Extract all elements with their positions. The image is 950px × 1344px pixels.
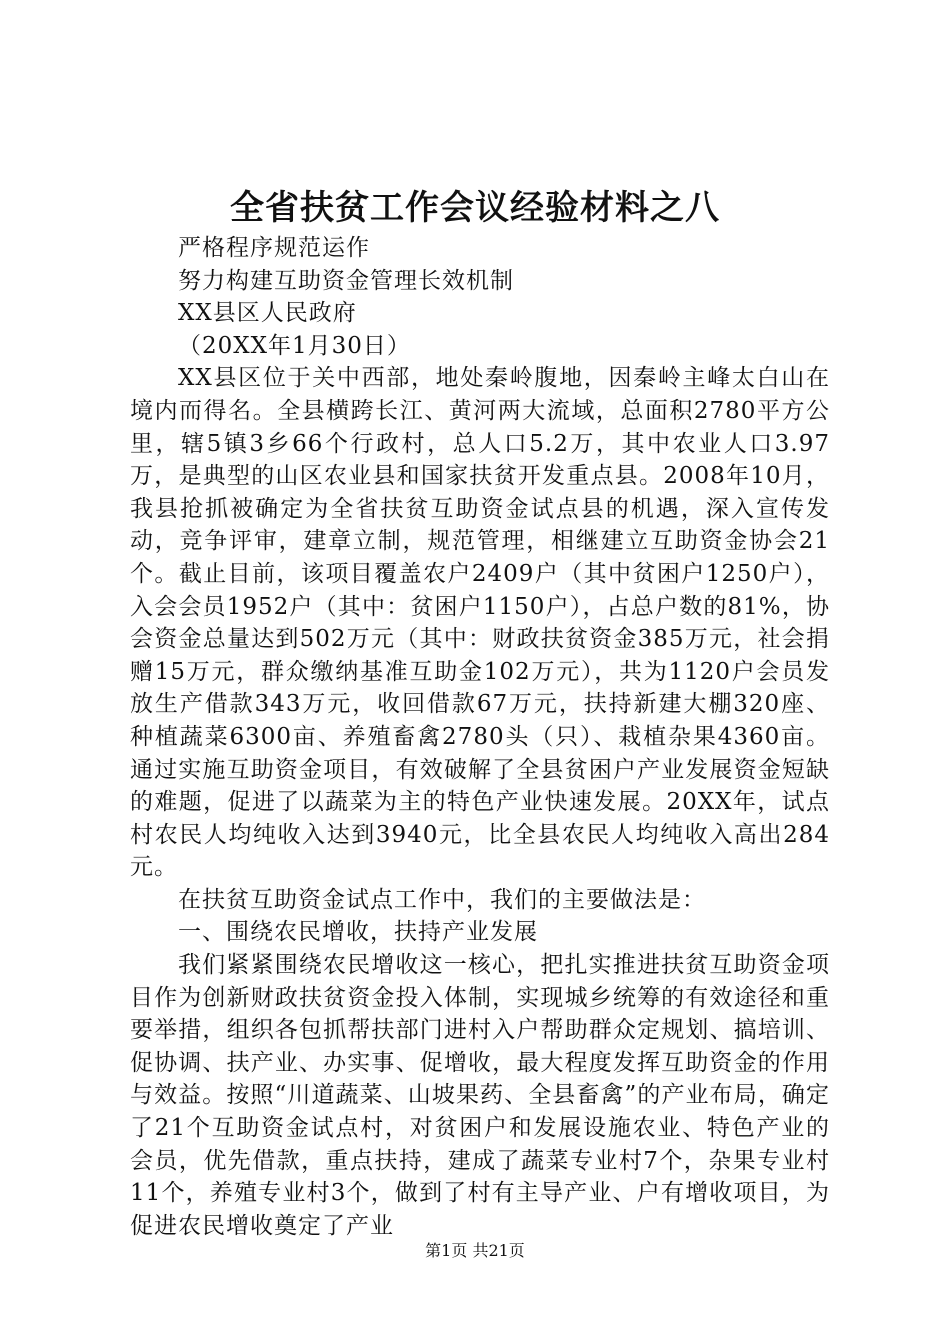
subtitle-1: 严格程序规范运作 [178, 235, 370, 261]
date-line: （20XX年1月30日） [178, 332, 411, 359]
subtitle-2: 努力构建互助资金管理长效机制 [178, 267, 514, 294]
document-body [130, 232, 830, 1242]
paragraph-2: 在扶贫互助资金试点工作中，我们的主要做法是： [178, 886, 706, 913]
document-title: 全省扶贫工作会议经验材料之八 [230, 188, 720, 228]
paragraph-3: 我们紧紧围绕农民增收这一核心，把扎实推进扶贫互助资金项目作为创新财政扶贫资金投入体制，实现城乡统筹的有效途径和重要举措，组织各包抓帮扶部门进村入户帮助群众定规划、搞培训、促协调、扶产业、办实事、促增收，最大程度发挥互助资金的作用与效益。按照“川道蔬菜、山坡果药、全县畜禽”的产业布局，确定了21个互助资金试点村，对贫困户和发展设施农业、特色产业的会员，优先借款，重点扶持，建成了蔬菜专业村7个，杂果专业村11个，养殖专业村3个，做到了村有主导产业、户有增收项目，为促进农民增收奠定了产业 [130, 952, 830, 1239]
page-indicator: 第1页 共21页 [425, 1241, 525, 1260]
author-line: XX县区人民政府 [178, 300, 357, 327]
section-heading-1: 一、围绕农民增收，扶持产业发展 [178, 919, 538, 946]
paragraph-1: XX县区位于关中西部，地处秦岭腹地，因秦岭主峰太白山在境内而得名。全县横跨长江、黄河两大流域，总面积2780平方公里，辖5镇3乡66个行政村，总人口5.2万，其中农业人口3.97万，是典型的山区农业县和国家扶贫开发重点县。2008年10月，我县抢抓被确定为全省扶贫互助资金试点县的机遇，深入宣传发动，竞争评审，建章立制，规范管理，相继建立互助资金协会21个。截止目前，该项目覆盖农户2409户（其中贫困户1250户），入会会员1952户（其中：贫困户1150户），占总户数的81%，协会资金总量达到502万元（其中：财政扶贫资金385万元，社会捐赠15万元，群众缴纳基准互助金102万元），共为1120户会员发放生产借款343万元，收回借款67万元，扶持新建大棚320座、种植蔬菜6300亩、养殖畜禽2780头（只）、栽植杂果4360亩。通过实施互助资金项目，有效破解了全县贫困户产业发展资金短缺的难题，促进了以蔬菜为主的特色产业快速发展。20XX年，试点村农民人均纯收入达到3940元，比全县农民人均纯收入高出284元。 [130, 365, 830, 881]
